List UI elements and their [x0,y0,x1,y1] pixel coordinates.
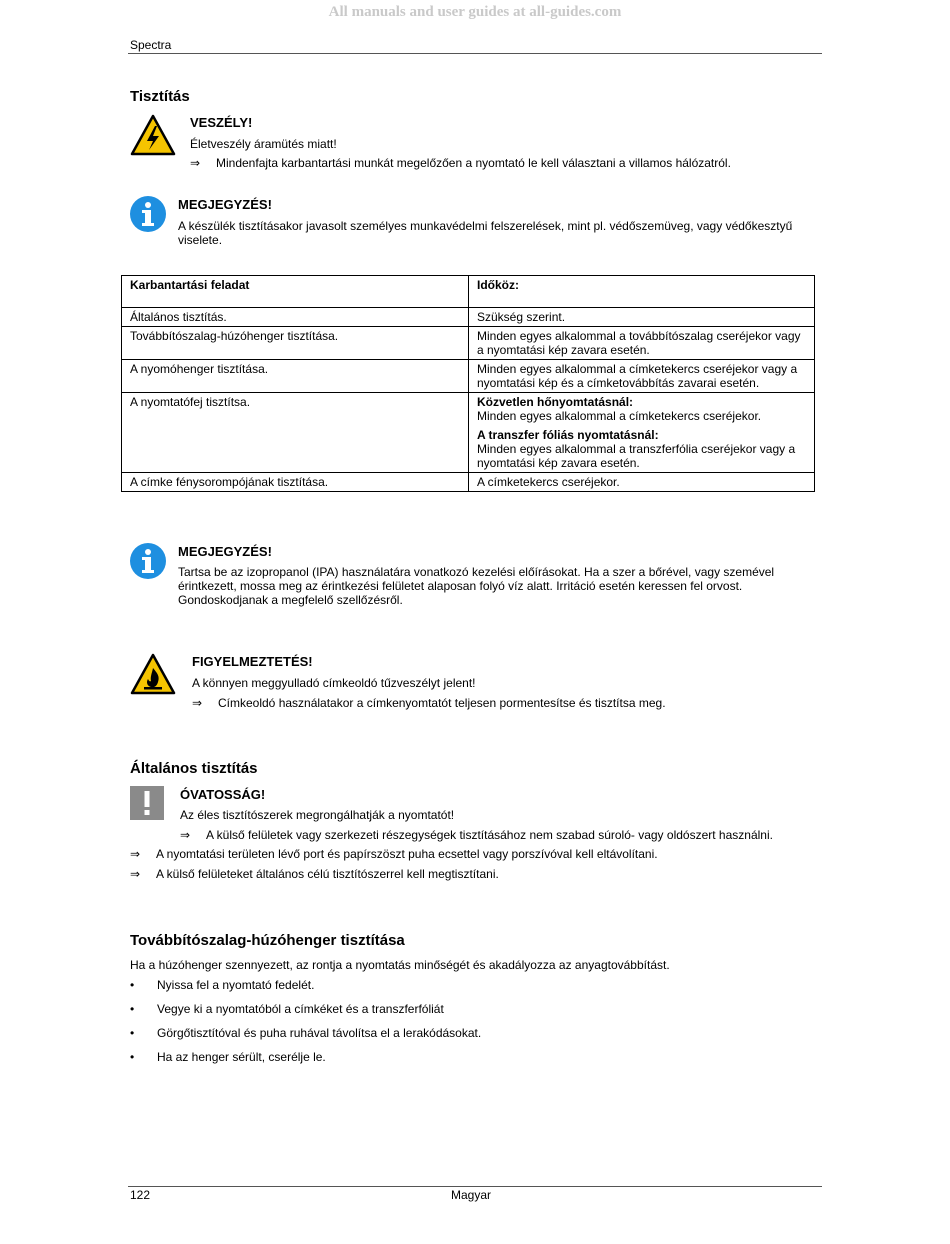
table-cell-interval [469,327,815,360]
note2-line2: érintkezett, mossa meg az érintkezési felületet alaposan folyó víz alatt. Irritáció esetén keressen fel orvost. [178,579,743,593]
caution-heading: ÓVATOSSÁG! [180,787,266,802]
table-row [122,327,815,360]
table-header-row [122,276,815,308]
list-item [130,1050,326,1064]
section-title-roller: Továbbítószalag-húzóhenger tisztítása [130,932,405,949]
arrow-icon: ⇒ [192,696,203,710]
info-icon [130,543,166,579]
footer-rule [128,1186,822,1187]
table-cell-task: Általános tisztítás. [122,308,469,327]
note1-line1: A készülék tisztításakor javasolt személyes munkavédelmi felszerelések, mint pl. védőszemüveg, vagy védőkesztyű [178,219,793,233]
list-item-text: Vegye ki a nyomtatóból a címkéket és a transzferfóliát [157,1002,444,1016]
warning-step-text: Címkeoldó használatakor a címkenyomtatót teljesen pormentesítse és tisztítsa meg. [218,696,666,710]
danger-text: Életveszély áramütés miatt! [190,137,337,151]
list-item [130,1026,481,1040]
interval-line: Minden egyes alkalommal a címketekercs cseréjekor vagy a [477,362,798,376]
warning-step [192,696,666,710]
table-row [122,308,815,327]
info-icon [130,196,166,232]
note1-heading: MEGJEGYZÉS! [178,197,272,212]
table-row [122,393,815,473]
interval-line: Minden egyes alkalommal a továbbítószalag cseréjekor vagy [477,329,801,343]
caution-step-text: A külső felületek vagy szerkezeti részegységek tisztításához nem szabad súroló- vagy oldószert használni. [206,828,773,842]
note2-heading: MEGJEGYZÉS! [178,544,272,559]
arrow-icon: ⇒ [130,847,141,861]
table-cell-task: A címke fénysorompójának tisztítása. [122,473,469,492]
interval-subtitle: A transzfer fóliás nyomtatásnál: [477,428,659,442]
danger-heading: VESZÉLY! [190,115,253,130]
interval-line: Minden egyes alkalommal a címketekercs cseréjekor. [477,409,762,423]
flammable-warning-icon [130,653,176,695]
table-cell-task: Továbbítószalag-húzóhenger tisztítása. [122,327,469,360]
general-step-text: A külső felületeket általános célú tisztítószerrel kell megtisztítani. [156,867,499,881]
table-cell-interval: Szükség szerint. [469,308,815,327]
caution-text: Az éles tisztítószerek megrongálhatják a nyomtatót! [180,808,455,822]
bullet-icon: • [130,1050,135,1064]
interval-subtitle: Közvetlen hőnyomtatásnál: [477,395,634,409]
general-step-text: A nyomtatási területen lévő port és papírszöszt puha ecsettel vagy porszívóval kell eltávolítani. [156,847,658,861]
table-cell-task: A nyomóhenger tisztítása. [122,360,469,393]
list-item-text: Nyissa fel a nyomtató fedelét. [157,978,315,992]
roller-intro: Ha a húzóhenger szennyezett, az rontja a nyomtatás minőségét és akadályozza az anyagtovábbítást. [130,958,670,972]
arrow-icon: ⇒ [130,867,141,881]
interval-line: nyomtatási kép zavara esetén. [477,456,640,470]
interval-line: a nyomtatási kép zavara esetén. [477,343,650,357]
bullet-icon: • [130,978,135,992]
interval-line: Minden egyes alkalommal a transzferfólia cseréjekor vagy a [477,442,796,456]
page-number: 122 [130,1188,151,1202]
section-title-general: Általános tisztítás [130,760,258,777]
running-header: Spectra [130,38,172,52]
exclamation-caution-icon [130,786,164,820]
list-item [130,978,314,992]
table-header-task: Karbantartási feladat [122,276,469,308]
maintenance-table [121,275,815,492]
caution-step [180,828,773,842]
table-cell-task: A nyomtatófej tisztítsa. [122,393,469,473]
table-cell-interval: A címketekercs cseréjekor. [469,473,815,492]
note2-line1: Tartsa be az izopropanol (IPA) használatára vonatkozó kezelési előírásokat. Ha a szer a bőrével, vagy szemével [178,565,775,579]
bullet-icon: • [130,1002,135,1016]
watermark: All manuals and user guides at all-guides.com [328,4,622,20]
arrow-icon: ⇒ [190,156,201,170]
table-cell-interval [469,360,815,393]
bullet-icon: • [130,1026,135,1040]
list-item-text: Ha az henger sérült, cserélje le. [157,1050,326,1064]
table-row [122,360,815,393]
table-header-interval: Időköz: [469,276,815,308]
table-row [122,473,815,492]
note1-line2: viselete. [178,233,223,247]
general-step [130,847,658,861]
footer-language: Magyar [451,1188,492,1202]
warning-heading: FIGYELMEZTETÉS! [192,654,313,669]
danger-step [190,156,731,170]
note2-line3: Gondoskodjanak a megfelelő szellőzésről. [178,593,403,607]
general-step [130,867,499,881]
section-title-cleaning: Tisztítás [130,88,190,105]
electric-hazard-icon [130,114,176,156]
warning-text: A könnyen meggyulladó címkeoldó tűzveszélyt jelent! [192,676,476,690]
list-item-text: Görgőtisztítóval és puha ruhával távolítsa el a lerakódásokat. [157,1026,482,1040]
interval-line: nyomtatási kép és a címketovábbítás zavarai esetén. [477,376,760,390]
header-rule [128,53,822,54]
danger-step-text: Mindenfajta karbantartási munkát megelőzően a nyomtató le kell választani a villamos hálózatról. [216,156,731,170]
arrow-icon: ⇒ [180,828,191,842]
table-cell-interval [469,393,815,473]
list-item [130,1002,444,1016]
